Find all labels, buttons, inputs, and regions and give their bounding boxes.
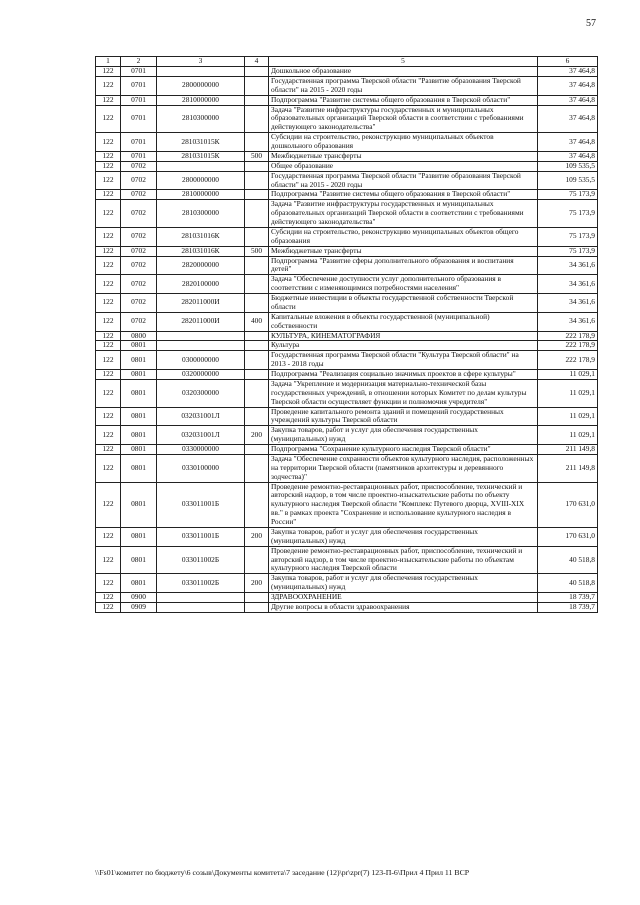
cell-rzd: 122	[96, 151, 121, 161]
page-number: 57	[586, 18, 596, 29]
cell-rzd: 122	[96, 370, 121, 380]
cell-rzd: 122	[96, 67, 121, 77]
cell-pr: 0801	[121, 527, 157, 546]
cell-rzd: 122	[96, 256, 121, 275]
cell-name: Подпрограмма "Развитие системы общего образования в Тверской области"	[269, 190, 538, 200]
cell-vr: 200	[245, 527, 269, 546]
table-row	[96, 275, 598, 294]
cell-pr: 0702	[121, 190, 157, 200]
cell-csr: 282011000И	[157, 294, 245, 313]
cell-sum: 37 464,8	[538, 95, 598, 105]
cell-vr	[245, 294, 269, 313]
cell-csr: 2800000000	[157, 171, 245, 190]
cell-name: Проведение капитального ремонта зданий и помещений государственных учреждений культуры Тверской области	[269, 407, 538, 426]
cell-rzd: 122	[96, 171, 121, 190]
cell-vr	[245, 105, 269, 133]
table-header-row	[96, 57, 598, 67]
cell-name: Бюджетные инвестиции в объекты государственной собственности Тверской области	[269, 294, 538, 313]
cell-rzd: 122	[96, 593, 121, 603]
cell-sum: 37 464,8	[538, 151, 598, 161]
cell-csr: 2810300000	[157, 105, 245, 133]
cell-sum: 75 173,9	[538, 200, 598, 228]
cell-name: Государственная программа Тверской области "Развитие образования Тверской области" на 2015 - 2020 годы	[269, 171, 538, 190]
cell-sum: 34 361,6	[538, 312, 598, 331]
cell-csr: 2810000000	[157, 95, 245, 105]
cell-pr: 0701	[121, 133, 157, 152]
cell-name: Проведение ремонтно-реставрационных работ, приспособление, технический и авторский надзор, в том числе проектно-изыскательские работы по объектам культурного наследия Тверской области	[269, 546, 538, 574]
cell-rzd: 122	[96, 312, 121, 331]
cell-sum: 40 518,8	[538, 546, 598, 574]
cell-name: Задача "Развитие инфраструктуры государственных и муниципальных образовательных организаций Тверской области в соответствии с требованиями действующего законодательства"	[269, 105, 538, 133]
cell-vr	[245, 275, 269, 294]
cell-sum: 11 029,1	[538, 379, 598, 407]
cell-csr: 281031015К	[157, 151, 245, 161]
cell-vr	[245, 161, 269, 171]
table-row	[96, 312, 598, 331]
cell-pr: 0801	[121, 341, 157, 351]
cell-rzd: 122	[96, 200, 121, 228]
cell-rzd: 122	[96, 190, 121, 200]
cell-csr: 2800000000	[157, 76, 245, 95]
cell-pr: 0702	[121, 227, 157, 246]
cell-csr: 033011001Б	[157, 527, 245, 546]
cell-sum: 170 631,0	[538, 482, 598, 527]
header-cell: 4	[245, 57, 269, 67]
cell-name: Общее образование	[269, 161, 538, 171]
table-row	[96, 161, 598, 171]
cell-vr	[245, 67, 269, 77]
cell-csr: 2820000000	[157, 256, 245, 275]
cell-name: Другие вопросы в области здравоохранения	[269, 602, 538, 612]
cell-csr: 282011000И	[157, 312, 245, 331]
cell-rzd: 122	[96, 76, 121, 95]
cell-csr: 281031015К	[157, 133, 245, 152]
cell-sum: 109 535,5	[538, 161, 598, 171]
cell-vr: 400	[245, 312, 269, 331]
cell-name: Задача "Обеспечение сохранности объектов культурного наследия, расположенных на территории Тверской области (памятников архитектуры и деревянного зодчества)"	[269, 454, 538, 482]
header-cell: 2	[121, 57, 157, 67]
cell-pr: 0801	[121, 407, 157, 426]
cell-csr: 281031016К	[157, 246, 245, 256]
cell-name: Субсидии на строительство, реконструкцию муниципальных объектов дошкольного образования	[269, 133, 538, 152]
cell-pr: 0702	[121, 246, 157, 256]
cell-rzd: 122	[96, 454, 121, 482]
cell-pr: 0800	[121, 331, 157, 341]
cell-vr	[245, 482, 269, 527]
cell-csr: 032031001Л	[157, 426, 245, 445]
table-row	[96, 546, 598, 574]
table-row	[96, 407, 598, 426]
cell-csr	[157, 67, 245, 77]
cell-name: Задача "Обеспечение доступности услуг дополнительного образования в соответствии с изменяющимися потребностями населения"	[269, 275, 538, 294]
cell-pr: 0801	[121, 426, 157, 445]
table-row	[96, 76, 598, 95]
table-row	[96, 574, 598, 593]
footer-file-path: \\Fs01\комитет по бюджету\6 созыв\Документы комитета\7 заседание (12)\pr\zpr(7) 123-П-6\Прил 4 Прил 11 ВСР	[95, 868, 470, 877]
cell-vr	[245, 351, 269, 370]
table-row	[96, 95, 598, 105]
cell-sum: 75 173,9	[538, 227, 598, 246]
cell-name: Государственная программа Тверской области "Культура Тверской области" на 2013 - 2018 годы	[269, 351, 538, 370]
cell-sum: 11 029,1	[538, 426, 598, 445]
cell-vr	[245, 171, 269, 190]
cell-pr: 0702	[121, 200, 157, 228]
cell-pr: 0701	[121, 95, 157, 105]
cell-pr: 0801	[121, 546, 157, 574]
table-row	[96, 200, 598, 228]
cell-sum: 222 178,9	[538, 351, 598, 370]
cell-pr: 0900	[121, 593, 157, 603]
table-row	[96, 445, 598, 455]
cell-name: Подпрограмма "Развитие сферы дополнительного образования и воспитания детей"	[269, 256, 538, 275]
cell-name: Проведение ремонтно-реставрационных работ, приспособление, технический и авторский надзор, в том числе проектно-изыскательские работы по объекту культурного наследия Тверской области "Комплекс Путевого дворца, XVIII-XIX вв." в рамках проекта "Сохранение и использование культурного наследия в России"	[269, 482, 538, 527]
cell-name: Задача "Укрепление и модернизация материально-технической базы государственных учреждений, в отношении которых Комитет по делам культуры Тверской области осуществляет функции и полномочия учредителя"	[269, 379, 538, 407]
cell-vr	[245, 593, 269, 603]
cell-name: Задача "Развитие инфраструктуры государственных и муниципальных образовательных организаций Тверской области в соответствии с требованиями действующего законодательства"	[269, 200, 538, 228]
cell-vr: 200	[245, 574, 269, 593]
cell-name: Государственная программа Тверской области "Развитие образования Тверской области" на 2015 - 2020 годы	[269, 76, 538, 95]
cell-csr: 0320000000	[157, 370, 245, 380]
table-row	[96, 426, 598, 445]
cell-pr: 0801	[121, 482, 157, 527]
table-row	[96, 593, 598, 603]
cell-name: Закупка товаров, работ и услуг для обеспечения государственных (муниципальных) нужд	[269, 426, 538, 445]
table-row	[96, 331, 598, 341]
cell-csr: 032031001Л	[157, 407, 245, 426]
cell-vr: 500	[245, 246, 269, 256]
cell-rzd: 122	[96, 161, 121, 171]
cell-rzd: 122	[96, 574, 121, 593]
cell-csr: 2810000000	[157, 190, 245, 200]
cell-sum: 34 361,6	[538, 294, 598, 313]
cell-name: ЗДРАВООХРАНЕНИЕ	[269, 593, 538, 603]
cell-name: Капитальные вложения в объекты государственной (муниципальной) собственности	[269, 312, 538, 331]
cell-csr: 0320300000	[157, 379, 245, 407]
cell-sum: 37 464,8	[538, 105, 598, 133]
table-row	[96, 171, 598, 190]
cell-vr	[245, 95, 269, 105]
header-cell: 1	[96, 57, 121, 67]
cell-sum: 75 173,9	[538, 246, 598, 256]
cell-sum: 109 535,5	[538, 171, 598, 190]
cell-name: Межбюджетные трансферты	[269, 151, 538, 161]
cell-rzd: 122	[96, 294, 121, 313]
cell-sum: 37 464,8	[538, 133, 598, 152]
cell-sum: 211 149,8	[538, 445, 598, 455]
cell-name: Межбюджетные трансферты	[269, 246, 538, 256]
cell-sum: 11 029,1	[538, 407, 598, 426]
cell-rzd: 122	[96, 351, 121, 370]
cell-csr	[157, 593, 245, 603]
cell-name: Субсидии на строительство, реконструкцию муниципальных объектов общего образования	[269, 227, 538, 246]
header-cell: 5	[269, 57, 538, 67]
cell-vr	[245, 602, 269, 612]
cell-rzd: 122	[96, 407, 121, 426]
cell-pr: 0801	[121, 445, 157, 455]
cell-rzd: 122	[96, 331, 121, 341]
cell-vr	[245, 445, 269, 455]
header-cell: 6	[538, 57, 598, 67]
cell-vr	[245, 76, 269, 95]
cell-sum: 222 178,9	[538, 331, 598, 341]
cell-vr	[245, 256, 269, 275]
cell-vr	[245, 190, 269, 200]
cell-csr	[157, 602, 245, 612]
table-row	[96, 602, 598, 612]
cell-pr: 0702	[121, 312, 157, 331]
cell-vr	[245, 379, 269, 407]
cell-vr	[245, 407, 269, 426]
cell-rzd: 122	[96, 95, 121, 105]
cell-csr: 2810300000	[157, 200, 245, 228]
table-row	[96, 527, 598, 546]
cell-rzd: 122	[96, 602, 121, 612]
cell-name: Культура	[269, 341, 538, 351]
cell-pr: 0801	[121, 454, 157, 482]
cell-pr: 0909	[121, 602, 157, 612]
cell-csr: 0330100000	[157, 454, 245, 482]
table-row	[96, 133, 598, 152]
cell-vr	[245, 200, 269, 228]
budget-table	[95, 56, 598, 613]
cell-pr: 0702	[121, 256, 157, 275]
cell-name: Подпрограмма "Сохранение культурного наследия Тверской области"	[269, 445, 538, 455]
cell-sum: 18 739,7	[538, 593, 598, 603]
cell-pr: 0801	[121, 370, 157, 380]
cell-csr	[157, 341, 245, 351]
cell-rzd: 122	[96, 246, 121, 256]
cell-rzd: 122	[96, 227, 121, 246]
cell-vr: 500	[245, 151, 269, 161]
cell-pr: 0702	[121, 294, 157, 313]
cell-vr	[245, 546, 269, 574]
cell-name: Закупка товаров, работ и услуг для обеспечения государственных (муниципальных) нужд	[269, 527, 538, 546]
cell-csr: 281031016К	[157, 227, 245, 246]
cell-rzd: 122	[96, 527, 121, 546]
cell-csr: 033011002Б	[157, 574, 245, 593]
table-row	[96, 256, 598, 275]
cell-rzd: 122	[96, 341, 121, 351]
cell-pr: 0801	[121, 351, 157, 370]
cell-rzd: 122	[96, 133, 121, 152]
cell-sum: 34 361,6	[538, 256, 598, 275]
cell-sum: 75 173,9	[538, 190, 598, 200]
cell-vr	[245, 227, 269, 246]
cell-vr	[245, 341, 269, 351]
cell-rzd: 122	[96, 105, 121, 133]
cell-name: Подпрограмма "Развитие системы общего образования в Тверской области"	[269, 95, 538, 105]
cell-pr: 0702	[121, 171, 157, 190]
table-row	[96, 454, 598, 482]
cell-vr	[245, 454, 269, 482]
cell-pr: 0701	[121, 105, 157, 133]
cell-rzd: 122	[96, 426, 121, 445]
cell-pr: 0801	[121, 574, 157, 593]
header-cell: 3	[157, 57, 245, 67]
cell-sum: 37 464,8	[538, 76, 598, 95]
cell-sum: 37 464,8	[538, 67, 598, 77]
cell-sum: 34 361,6	[538, 275, 598, 294]
cell-pr: 0702	[121, 161, 157, 171]
cell-vr	[245, 331, 269, 341]
cell-csr	[157, 161, 245, 171]
cell-rzd: 122	[96, 546, 121, 574]
cell-pr: 0801	[121, 379, 157, 407]
cell-rzd: 122	[96, 482, 121, 527]
table-row	[96, 67, 598, 77]
cell-rzd: 122	[96, 445, 121, 455]
cell-pr: 0702	[121, 275, 157, 294]
cell-vr: 200	[245, 426, 269, 445]
cell-sum: 222 178,9	[538, 341, 598, 351]
cell-rzd: 122	[96, 379, 121, 407]
table-row	[96, 370, 598, 380]
table-row	[96, 379, 598, 407]
cell-csr: 033011001Б	[157, 482, 245, 527]
cell-pr: 0701	[121, 67, 157, 77]
table-row	[96, 227, 598, 246]
cell-sum: 40 518,8	[538, 574, 598, 593]
cell-sum: 211 149,8	[538, 454, 598, 482]
cell-rzd: 122	[96, 275, 121, 294]
cell-pr: 0701	[121, 151, 157, 161]
cell-sum: 18 739,7	[538, 602, 598, 612]
table-row	[96, 151, 598, 161]
cell-csr: 2820100000	[157, 275, 245, 294]
cell-name: Закупка товаров, работ и услуг для обеспечения государственных (муниципальных) нужд	[269, 574, 538, 593]
table-row	[96, 294, 598, 313]
cell-csr: 0300000000	[157, 351, 245, 370]
table-row	[96, 105, 598, 133]
cell-csr: 033011002Б	[157, 546, 245, 574]
cell-name: КУЛЬТУРА, КИНЕМАТОГРАФИЯ	[269, 331, 538, 341]
cell-csr	[157, 331, 245, 341]
cell-name: Дошкольное образование	[269, 67, 538, 77]
cell-pr: 0701	[121, 76, 157, 95]
cell-vr	[245, 133, 269, 152]
cell-csr: 0330000000	[157, 445, 245, 455]
table-row	[96, 246, 598, 256]
cell-vr	[245, 370, 269, 380]
table-row	[96, 482, 598, 527]
cell-sum: 11 029,1	[538, 370, 598, 380]
cell-sum: 170 631,0	[538, 527, 598, 546]
cell-name: Подпрограмма "Реализация социально значимых проектов в сфере культуры"	[269, 370, 538, 380]
table-row	[96, 351, 598, 370]
